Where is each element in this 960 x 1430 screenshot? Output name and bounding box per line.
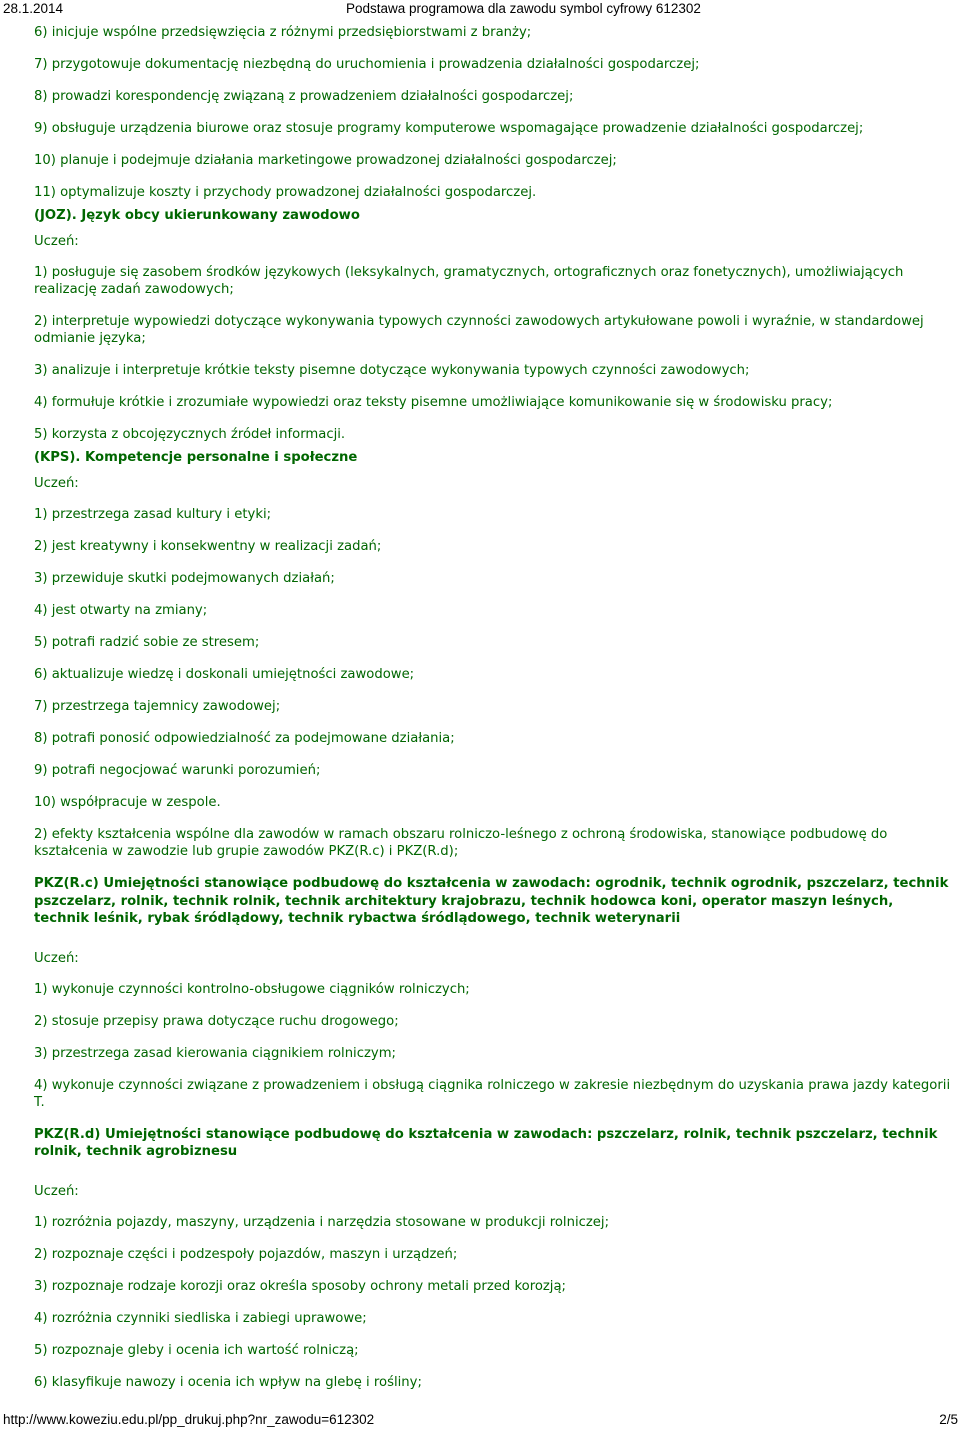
section-heading-pkz-rc: PKZ(R.c) Umiejętności stanowiące podbudowę do kształcenia w zawodach: ogrodnik, technik ogrodnik, pszczelarz, technik pszczelarz, rolnik, technik rolnik, technik architektury krajobrazu, technik hodowca koni, operator maszyn leśnych, technik leśnik, rybak śródlądowy, technik rybactwa śródlądowego, technik weterynarii [34, 876, 949, 926]
list-item: 3) przestrzega zasad kierowania ciągnikiem rolniczym; [34, 1045, 396, 1061]
list-item: 4) jest otwarty na zmiany; [34, 603, 208, 618]
list-item: 3) analizuje i interpretuje krótkie teksty pisemne dotyczące wykonywania typowych czynności zawodowych; [34, 363, 750, 378]
student-label: Uczeń: [34, 1183, 79, 1199]
section-heading-pkz-rd: PKZ(R.d) Umiejętności stanowiące podbudowę do kształcenia w zawodach: pszczelarz, rolnik, technik pszczelarz, technik rolnik, technik agrobiznesu [34, 1126, 938, 1159]
list-item: 10) planuje i podejmuje działania marketingowe prowadzonej działalności gospodarczej; [34, 153, 617, 168]
list-item: 1) posługuje się zasobem środków językowych (leksykalnych, gramatycznych, ortograficznych oraz fonetycznych), umożliwiających realizację zadań zawodowych; [34, 265, 904, 297]
list-item: 5) potrafi radzić sobie ze stresem; [34, 635, 260, 650]
print-footer [0, 1412, 960, 1430]
list-item: 2) stosuje przepisy prawa dotyczące ruchu drogowego; [34, 1013, 399, 1029]
student-label: Uczeń: [34, 234, 79, 249]
list-item: 11) optymalizuje koszty i przychody prowadzonej działalności gospodarczej. [34, 185, 537, 200]
list-item: 2) jest kreatywny i konsekwentny w realizacji zadań; [34, 539, 382, 554]
list-item: 6) aktualizuje wiedzę i doskonali umiejętności zawodowe; [34, 667, 415, 682]
intro-paragraph: 2) efekty kształcenia wspólne dla zawodów w ramach obszaru rolniczo-leśnego z ochroną środowiska, stanowiące podbudowę do kształcenia w zawodzie lub grupie zawodów PKZ(R.c) i PKZ(R.d); [34, 827, 888, 859]
list-item: 8) potrafi ponosić odpowiedzialność za podejmowane działania; [34, 731, 455, 746]
page-number: 2/5 [939, 1412, 958, 1427]
list-item: 9) obsługuje urządzenia biurowe oraz stosuje programy komputerowe wspomagające prowadzenie działalności gospodarczej; [34, 121, 864, 136]
list-item: 4) rozróżnia czynniki siedliska i zabiegi uprawowe; [34, 1310, 367, 1326]
print-url: http://www.koweziu.edu.pl/pp_drukuj.php?nr_zawodu=612302 [3, 1412, 375, 1427]
print-date: 28.1.2014 [3, 1, 64, 16]
list-item: 10) współpracuje w zespole. [34, 795, 221, 810]
list-item: 3) rozpoznaje rodzaje korozji oraz określa sposoby ochrony metali przed korozją; [34, 1278, 566, 1294]
list-item: 4) wykonuje czynności związane z prowadzeniem i obsługą ciągnika rolniczego w zakresie niezbędnym do uzyskania prawa jazdy kategorii T. [34, 1077, 951, 1110]
document-content [34, 24, 952, 1406]
student-label: Uczeń: [34, 476, 79, 491]
print-header [0, 0, 960, 18]
student-label: Uczeń: [34, 950, 79, 966]
print-title: Podstawa programowa dla zawodu symbol cyfrowy 612302 [346, 1, 701, 16]
list-item: 6) inicjuje wspólne przedsięwzięcia z różnymi przedsiębiorstwami z branży; [34, 25, 532, 40]
list-item: 8) prowadzi korespondencję związaną z prowadzeniem działalności gospodarczej; [34, 89, 574, 104]
list-item: 1) przestrzega zasad kultury i etyki; [34, 507, 272, 522]
section-heading-kps: (KPS). Kompetencje personalne i społeczne [34, 450, 358, 465]
list-item: 3) przewiduje skutki podejmowanych działań; [34, 571, 335, 586]
list-item: 5) rozpoznaje gleby i ocenia ich wartość rolniczą; [34, 1342, 359, 1358]
list-item: 7) przestrzega tajemnicy zawodowej; [34, 699, 281, 714]
list-item: 5) korzysta z obcojęzycznych źródeł informacji. [34, 427, 346, 442]
list-item: 1) wykonuje czynności kontrolno-obsługowe ciągników rolniczych; [34, 981, 470, 997]
list-item: 2) rozpoznaje części i podzespoły pojazdów, maszyn i urządzeń; [34, 1246, 458, 1262]
list-item: 4) formułuje krótkie i zrozumiałe wypowiedzi oraz teksty pisemne umożliwiające komunikowanie się w środowisku pracy; [34, 395, 833, 410]
list-item: 1) rozróżnia pojazdy, maszyny, urządzenia i narzędzia stosowane w produkcji rolniczej; [34, 1214, 610, 1230]
list-item: 9) potrafi negocjować warunki porozumień; [34, 763, 321, 778]
list-item: 6) klasyfikuje nawozy i ocenia ich wpływ na glebę i rośliny; [34, 1374, 422, 1390]
list-item: 2) interpretuje wypowiedzi dotyczące wykonywania typowych czynności zawodowych artykułowane powoli i wyraźnie, w standardowej odmianie języka; [34, 314, 924, 346]
list-item: 7) przygotowuje dokumentację niezbędną do uruchomienia i prowadzenia działalności gospodarczej; [34, 57, 700, 72]
section-heading-joz: (JOZ). Język obcy ukierunkowany zawodowo [34, 208, 360, 223]
